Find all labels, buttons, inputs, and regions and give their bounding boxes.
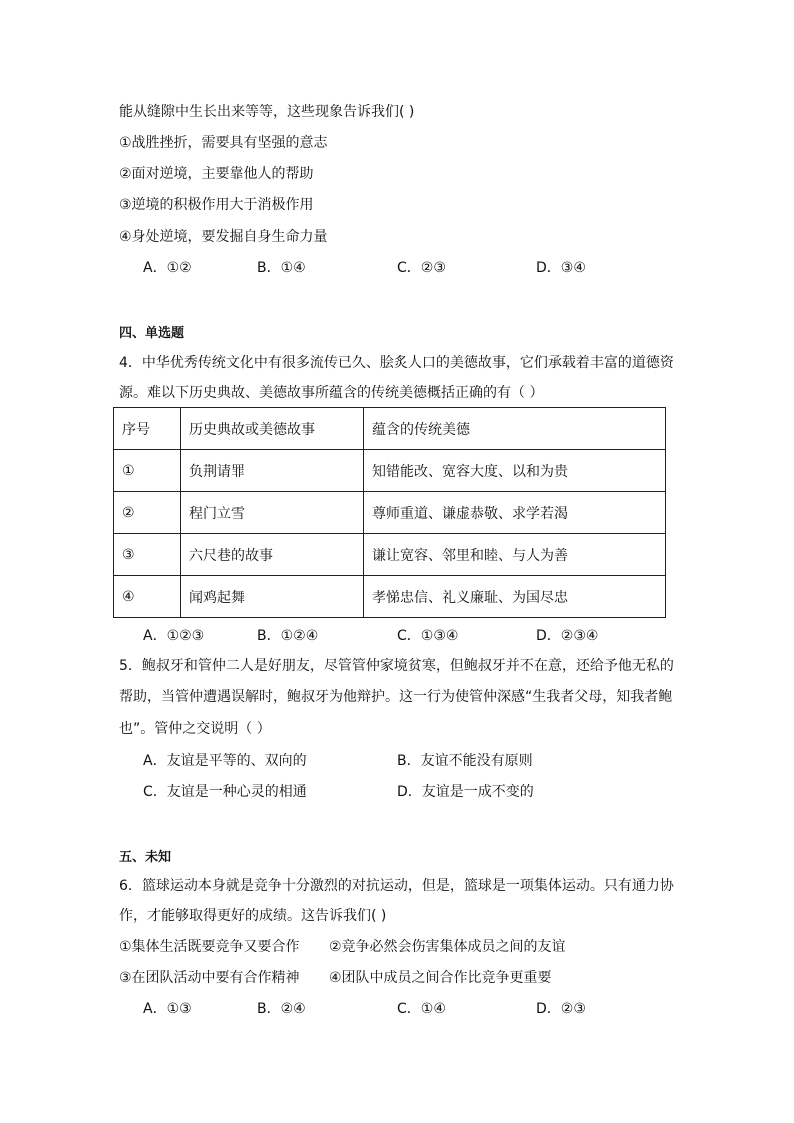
section-heading-4: 四、单选题 [119,326,185,341]
q3-option-b: B．①④ [257,260,306,276]
q5-stem-line-3: 也”。管仲之交说明（ ） [119,721,271,737]
q4-option-d: D．②③④ [536,628,599,644]
q6-option-c: C．①④ [397,1001,446,1017]
table-row [114,450,666,492]
row-index: ④ [114,576,181,618]
q5-stem-line-2: 帮助，当管仲遭遇误解时，鲍叔牙为他辩护。这一行为使管仲深感“生我者父母，知我者鲍 [119,689,673,705]
q5-option-b: B．友谊不能没有原则 [397,753,533,769]
row-index: ② [114,492,181,534]
row-virtue: 尊师重道、谦虚恭敬、求学若渴 [364,492,666,534]
q4-option-c: C．①③④ [397,628,459,644]
header-index: 序号 [114,408,181,450]
table-row [114,492,666,534]
q6-statement-4: ④团队中成员之间合作比竞争更重要 [329,970,552,986]
q6-option-b: B．②④ [257,1001,306,1017]
table-header-row [114,408,666,450]
row-virtue: 孝悌忠信、礼义廉耻、为国尽忠 [364,576,666,618]
row-virtue: 知错能改、宽容大度、以和为贵 [364,450,666,492]
q6-statement-1: ①集体生活既要竞争又要合作 [119,939,300,955]
section-heading-5: 五、未知 [119,850,172,865]
q3-option-d: D．③④ [536,260,586,276]
header-story: 历史典故或美德故事 [181,408,364,450]
q3-statement-1: ①战胜挫折，需要具有坚强的意志 [119,135,328,151]
header-virtue: 蕴含的传统美德 [364,408,666,450]
row-story: 负荆请罪 [181,450,364,492]
table-row [114,534,666,576]
q6-statement-3: ③在团队活动中要有合作精神 [119,970,300,986]
q3-statement-2: ②面对逆境，主要靠他人的帮助 [119,166,314,182]
q6-stem-line-1: 6．篮球运动本身就是竞争十分激烈的对抗运动，但是，篮球是一项集体运动。只有通力协 [119,878,674,894]
row-story: 程门立雪 [181,492,364,534]
q5-option-d: D．友谊是一成不变的 [397,784,534,800]
virtue-table [113,407,666,618]
q6-stem-line-2: 作，才能够取得更好的成绩。这告诉我们( ) [119,908,387,924]
q4-option-a: A．①②③ [143,628,205,644]
row-index: ③ [114,534,181,576]
row-index: ① [114,450,181,492]
q5-stem-line-1: 5．鲍叔牙和管仲二人是好朋友，尽管管仲家境贫寒，但鲍叔牙并不在意，还给予他无私的 [119,658,674,674]
q6-option-d: D．②③ [536,1001,586,1017]
q4-option-b: B．①②④ [257,628,319,644]
q5-option-c: C．友谊是一种心灵的相通 [143,784,307,800]
q6-statement-2: ②竞争必然会伤害集体成员之间的友谊 [329,939,566,955]
q6-option-a: A．①③ [143,1001,192,1017]
q5-option-a: A．友谊是平等的、双向的 [143,753,307,769]
q3-stem: 能从缝隙中生长出来等等，这些现象告诉我们( ) [119,104,415,120]
q3-statement-3: ③逆境的积极作用大于消极作用 [119,197,314,213]
q3-option-c: C．②③ [397,260,446,276]
table-row [114,576,666,618]
q4-stem-line-1: 4．中华优秀传统文化中有很多流传已久、脍炙人口的美德故事，它们承载着丰富的道德资 [119,355,674,371]
row-virtue: 谦让宽容、邻里和睦、与人为善 [364,534,666,576]
q3-statement-4: ④身处逆境，要发掘自身生命力量 [119,229,328,245]
q3-option-a: A．①② [143,260,192,276]
q4-stem-line-2: 源。难以下历史典故、美德故事所蕴含的传统美德概括正确的有（ ） [119,385,544,401]
row-story: 闻鸡起舞 [181,576,364,618]
row-story: 六尺巷的故事 [181,534,364,576]
